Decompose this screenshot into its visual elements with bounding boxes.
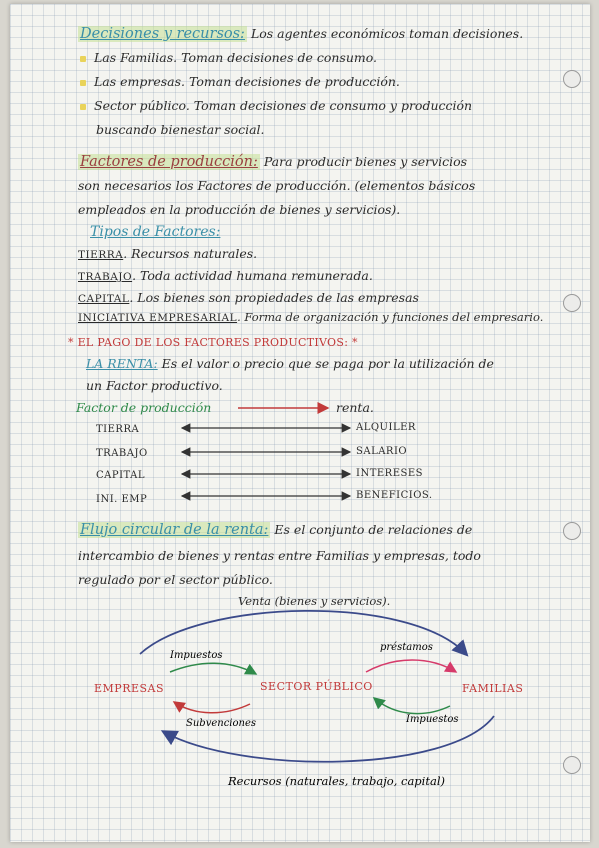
bullet-item: Sector público. Toman decisiones de consumo y producción <box>80 98 472 113</box>
section2-text: empleados en la producción de bienes y servicios). <box>78 202 401 217</box>
pay-renta: ALQUILER <box>356 422 416 433</box>
table-header-left: Factor de producción <box>76 400 212 415</box>
section2-heading-line: Factores de producción: Para producir bienes y servicios <box>80 154 468 170</box>
renta-definition-line: LA RENTA: Es el valor o precio que se paga por la utilización de <box>86 356 494 371</box>
section2-title: Factores de producción: <box>80 154 258 170</box>
renta-label: LA RENTA: <box>86 356 158 371</box>
factor-type: TRABAJO. Toda actividad humana remunerada. <box>78 268 373 283</box>
pay-factor: TRABAJO <box>96 448 148 459</box>
pay-factor: INI. EMP <box>96 494 148 505</box>
section4-text: intercambio de bienes y rentas entre Familias y empresas, todo <box>78 548 481 563</box>
renta-definition-cont: un Factor productivo. <box>86 378 223 393</box>
section3-title: * EL PAGO DE LOS FACTORES PRODUCTIVOS: * <box>68 336 358 349</box>
pay-renta: SALARIO <box>356 446 408 457</box>
drawing-layer <box>10 4 590 842</box>
pay-factor: TIERRA <box>96 424 140 435</box>
familias-node: FAMILIAS <box>462 682 524 695</box>
factor-type: CAPITAL. Los bienes son propiedades de las empresas <box>78 290 419 305</box>
impuestos-arrow-right <box>374 698 450 714</box>
notebook-page <box>10 4 590 842</box>
subvenciones-label: Subvenciones <box>186 718 257 729</box>
prestamos-label: préstamos <box>380 642 433 653</box>
impuestos-left-label: Impuestos <box>170 650 223 661</box>
impuestos-arrow-left <box>170 663 256 674</box>
subvenciones-arrow <box>174 702 250 713</box>
table-header-right: renta. <box>336 400 374 415</box>
sector-publico-node: SECTOR PÚBLICO <box>260 680 373 693</box>
recursos-label: Recursos (naturales, trabajo, capital) <box>228 774 445 788</box>
section4-text: regulado por el sector público. <box>78 572 273 587</box>
pay-factor: CAPITAL <box>96 470 146 481</box>
section2-text: son necesarios los Factores de producción. (elementos básicos <box>78 178 476 193</box>
pay-renta: BENEFICIOS. <box>356 490 433 501</box>
bullet-continuation: buscando bienestar social. <box>96 122 265 137</box>
factor-type: TIERRA. Recursos naturales. <box>78 246 258 261</box>
bullet-item: Las empresas. Toman decisiones de producción. <box>80 74 400 89</box>
types-title: Tipos de Factores: <box>90 224 221 240</box>
section1-title: Decisiones y recursos: <box>80 26 245 42</box>
impuestos-right-label: Impuestos <box>406 714 459 725</box>
section1-intro: Los agentes económicos toman decisiones. <box>250 26 524 41</box>
section4-title: Flujo circular de la renta: <box>80 522 269 538</box>
section4-heading-line: Flujo circular de la renta: Es el conjunto de relaciones de <box>80 522 473 538</box>
factor-type: INICIATIVA EMPRESARIAL. Forma de organización y funciones del empresario. <box>78 310 544 324</box>
pay-renta: INTERESES <box>356 468 423 479</box>
prestamos-arrow <box>366 660 456 672</box>
empresas-node: EMPRESAS <box>94 682 165 695</box>
bullet-item: Las Familias. Toman decisiones de consumo. <box>80 50 377 65</box>
venta-label: Venta (bienes y servicios). <box>238 594 391 608</box>
